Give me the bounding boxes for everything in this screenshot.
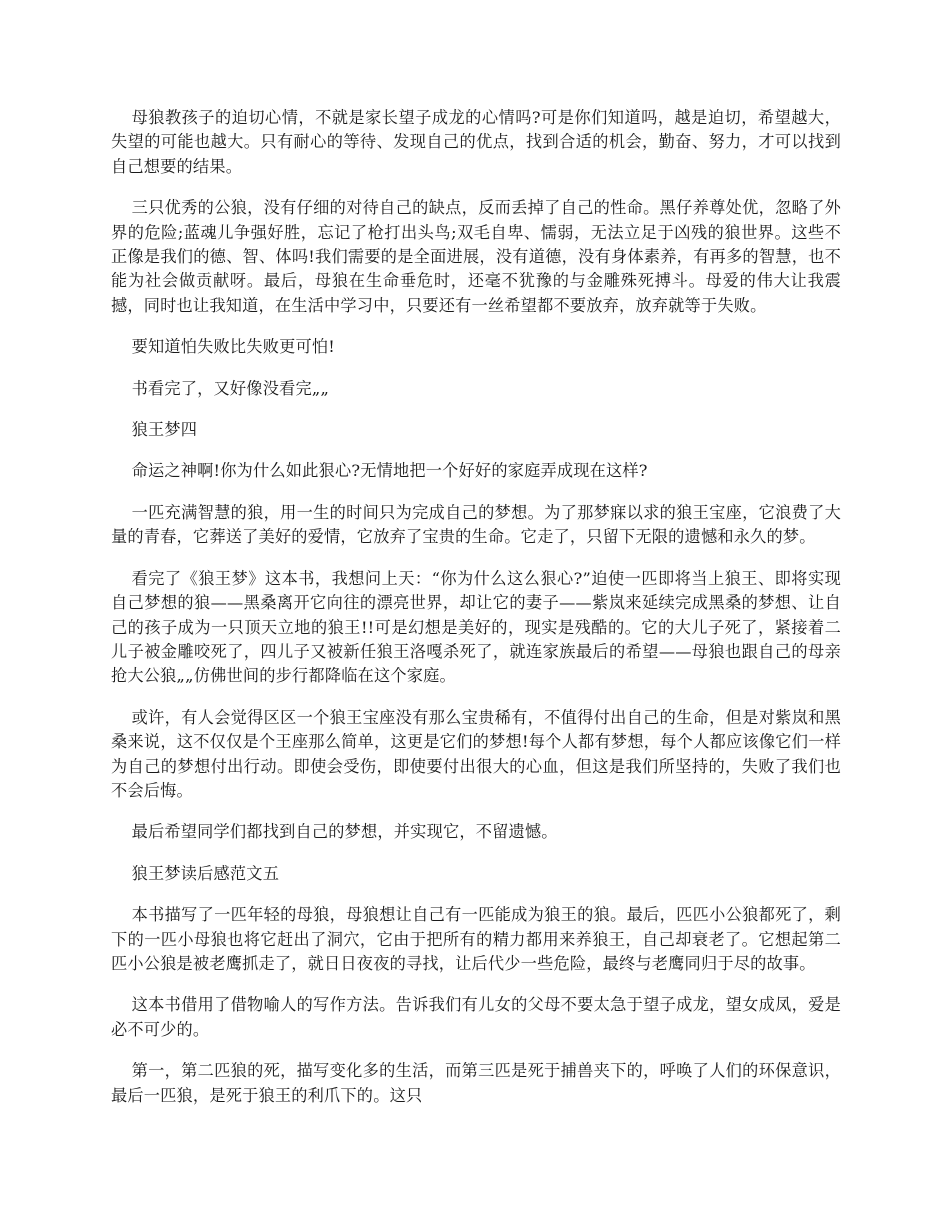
paragraph: 最后希望同学们都找到自己的梦想，并实现它，不留遗憾。 (131, 822, 558, 842)
paragraph: 母狼教孩子的迫切心情，不就是家长望子成龙的心情吗?可是你们知道吗，越是迫切，希望越大，失望的可能也越大。只有耐心的等待、发现自己的优点，找到合适的机会，勤奋、努力，才可以找到自己想要的结果。 (111, 108, 841, 176)
document-body (111, 106, 841, 1125)
paragraph: 或许，有人会觉得区区一个狼王宝座没有那么宝贵稀有，不值得付出自己的生命，但是对紫岚和黑桑来说，这不仅仅是个王座那么简单，这更是它们的梦想!每个人都有梦想，每个人都应该像它们一样为自己的梦想付出行动。即使会受伤，即使要付出很大的心血，但这是我们所坚持的，失败了我们也不会后悔。 (111, 707, 841, 800)
paragraph: 要知道怕失败比失败更可怕! (131, 337, 335, 357)
paragraph: 本书描写了一匹年轻的母狼，母狼想让自己有一匹能成为狼王的狼。最后，匹匹小公狼都死了，剩下的一匹小母狼也将它赶出了洞穴，它由于把所有的精力都用来养狼王，自己却衰老了。它想起第二匹小公狼是被老鹰抓走了，就日日夜夜的寻找，让后代少一些危险，最终与老鹰同归于尽的故事。 (111, 905, 841, 973)
paragraph: 一匹充满智慧的狼，用一生的时间只为完成自己的梦想。为了那梦寐以求的狼王宝座，它浪费了大量的青春，它葬送了美好的爱情，它放弃了宝贵的生命。它走了，只留下无限的遗憾和永久的梦。 (111, 502, 841, 547)
paragraph: 看完了《狼王梦》这本书，我想问上天：“你为什么这么狠心?”迫使一匹即将当上狼王、即将实现自己梦想的狼——黑桑离开它向往的漂亮世界，却让它的妻子——紫岚来延续完成黑桑的梦想、让自己的孩子成为一只顶天立地的狼王!!可是幻想是美好的，现实是残酷的。它的大儿子死了，紧接着二儿子被金雕咬死了，四儿子又被新任狼王洛嘎杀死了，就连家族最后的希望——母狼也跟自己的母亲抢大公狼„„仿佛世间的步行都降临在这个家庭。 (111, 568, 841, 686)
paragraph: 书看完了，又好像没看完„„ (131, 378, 330, 398)
section-heading: 狼王梦四 (131, 420, 198, 440)
paragraph: 第一，第二匹狼的死，描写变化多的生活，而第三匹是死于捕兽夹下的，呼唤了人们的环保意识，最后一匹狼，是死于狼王的利爪下的。这只 (111, 1061, 841, 1105)
paragraph: 命运之神啊!你为什么如此狠心?无情地把一个好好的家庭弄成现在这样? (131, 461, 648, 481)
section-heading: 狼王梦读后感范文五 (131, 863, 280, 883)
paragraph: 三只优秀的公狼，没有仔细的对待自己的缺点，反而丢掉了自己的性命。黑仔养尊处优，忽略了外界的危险;蓝魂儿争强好胜，忘记了枪打出头鸟;双毛自卑、懦弱，无法立足于凶残的狼世界。这些不正像是我们的德、智、体吗!我们需要的是全面进展，没有道德，没有身体素养，有再多的智慧，也不能为社会做贡献呀。最后，母狼在生命垂危时，还毫不犹豫的与金雕殊死搏斗。母爱的伟大让我震撼，同时也让我知道，在生活中学习中，只要还有一丝希望都不要放弃，放弃就等于失败。 (111, 198, 841, 315)
paragraph: 这本书借用了借物喻人的写作方法。告诉我们有儿女的父母不要太急于望子成龙，望女成凤，爱是必不可少的。 (111, 995, 841, 1039)
